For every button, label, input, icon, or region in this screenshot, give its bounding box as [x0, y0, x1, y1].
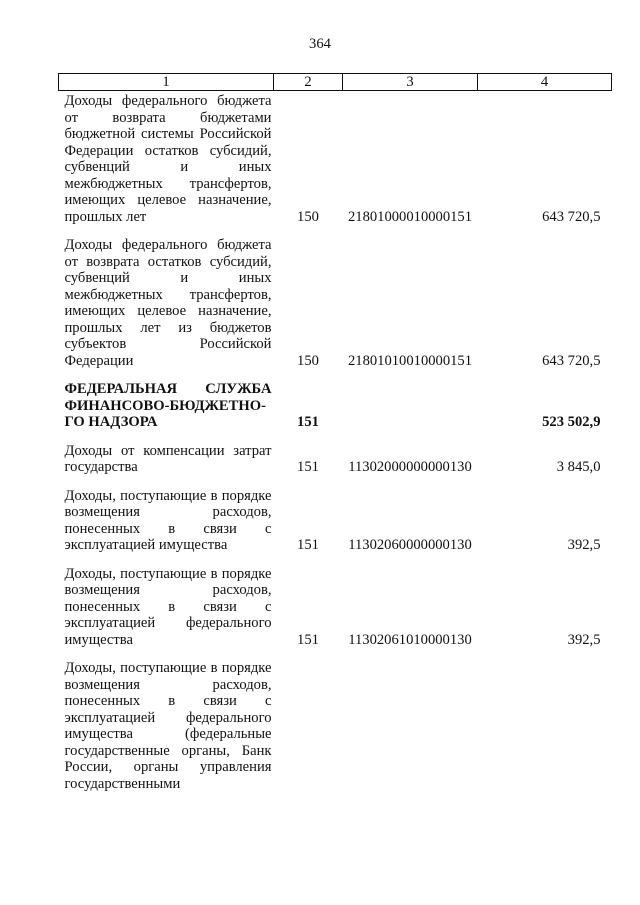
- row-code: 150: [297, 208, 319, 225]
- row-code: [274, 660, 343, 792]
- row-kbk: [343, 381, 478, 431]
- table-row: [59, 443, 612, 476]
- row-name: Доходы, поступающие в порядке возмещения расходов, понесенных в связи с эксплуатацией федерального имущества: [64, 565, 272, 648]
- column-header-3: 3: [343, 74, 478, 91]
- table-row: [59, 660, 612, 792]
- row-name: Доходы, поступающие в порядке возмещения расходов, понесенных в связи с эксплуатацией имущества: [64, 487, 272, 553]
- row-kbk: [343, 660, 478, 792]
- table-row: [59, 237, 612, 369]
- row-code: 150: [297, 352, 319, 369]
- row-code: 151: [297, 414, 319, 430]
- row-code: 151: [297, 537, 319, 553]
- row-name: Доходы федерального бюджета от возврата остатков субсидий, субвенций и иных межбюджетных трансфертов, имеющих целевое назначение, прошлых лет из бюджетов субъектов Российской Федерации: [64, 237, 272, 369]
- row-amount: 523 502,9: [542, 414, 601, 430]
- row-amount: [478, 660, 612, 792]
- page-number: 364: [309, 36, 331, 52]
- row-amount: 643 720,5: [542, 352, 601, 369]
- column-header-2: 2: [274, 74, 343, 91]
- table-row: [59, 488, 612, 554]
- row-amount: 392,5: [567, 631, 601, 648]
- row-kbk: 21801010010000151: [347, 352, 473, 369]
- column-header-1: 1: [59, 74, 274, 91]
- table-row: [59, 93, 612, 225]
- table-header-row: [59, 74, 612, 91]
- row-amount: 3 845,0: [556, 459, 601, 475]
- table-row-section-header: [59, 381, 612, 431]
- row-amount: 392,5: [567, 537, 601, 553]
- row-kbk: 11302061010000130: [348, 631, 472, 648]
- row-name: ФЕДЕРАЛЬНАЯ СЛУЖБА ФИНАНСОВО-БЮДЖЕТНО-ГО НАДЗОРА: [64, 381, 272, 430]
- row-name: Доходы, поступающие в порядке возмещения расходов, понесенных в связи с эксплуатацией федерального имущества (федеральные государственные органы, Банк России, органы управления государственными: [64, 660, 272, 792]
- column-header-4: 4: [478, 74, 612, 91]
- table-row: [59, 566, 612, 649]
- row-code: 151: [297, 631, 319, 648]
- row-name: Доходы от компенсации затрат государства: [64, 442, 272, 475]
- row-kbk: 11302060000000130: [348, 537, 472, 553]
- budget-table: [58, 73, 612, 792]
- row-kbk: 21801000010000151: [347, 208, 473, 225]
- row-kbk: 11302000000000130: [348, 459, 472, 475]
- row-code: 151: [297, 459, 319, 475]
- row-amount: 643 720,5: [542, 208, 601, 225]
- row-name: Доходы федерального бюджета от возврата бюджетами бюджетной системы Российской Федерации остатков субсидий, субвенций и иных межбюджетных трансфертов, имеющих целевое назначение, прошлых лет: [64, 93, 272, 225]
